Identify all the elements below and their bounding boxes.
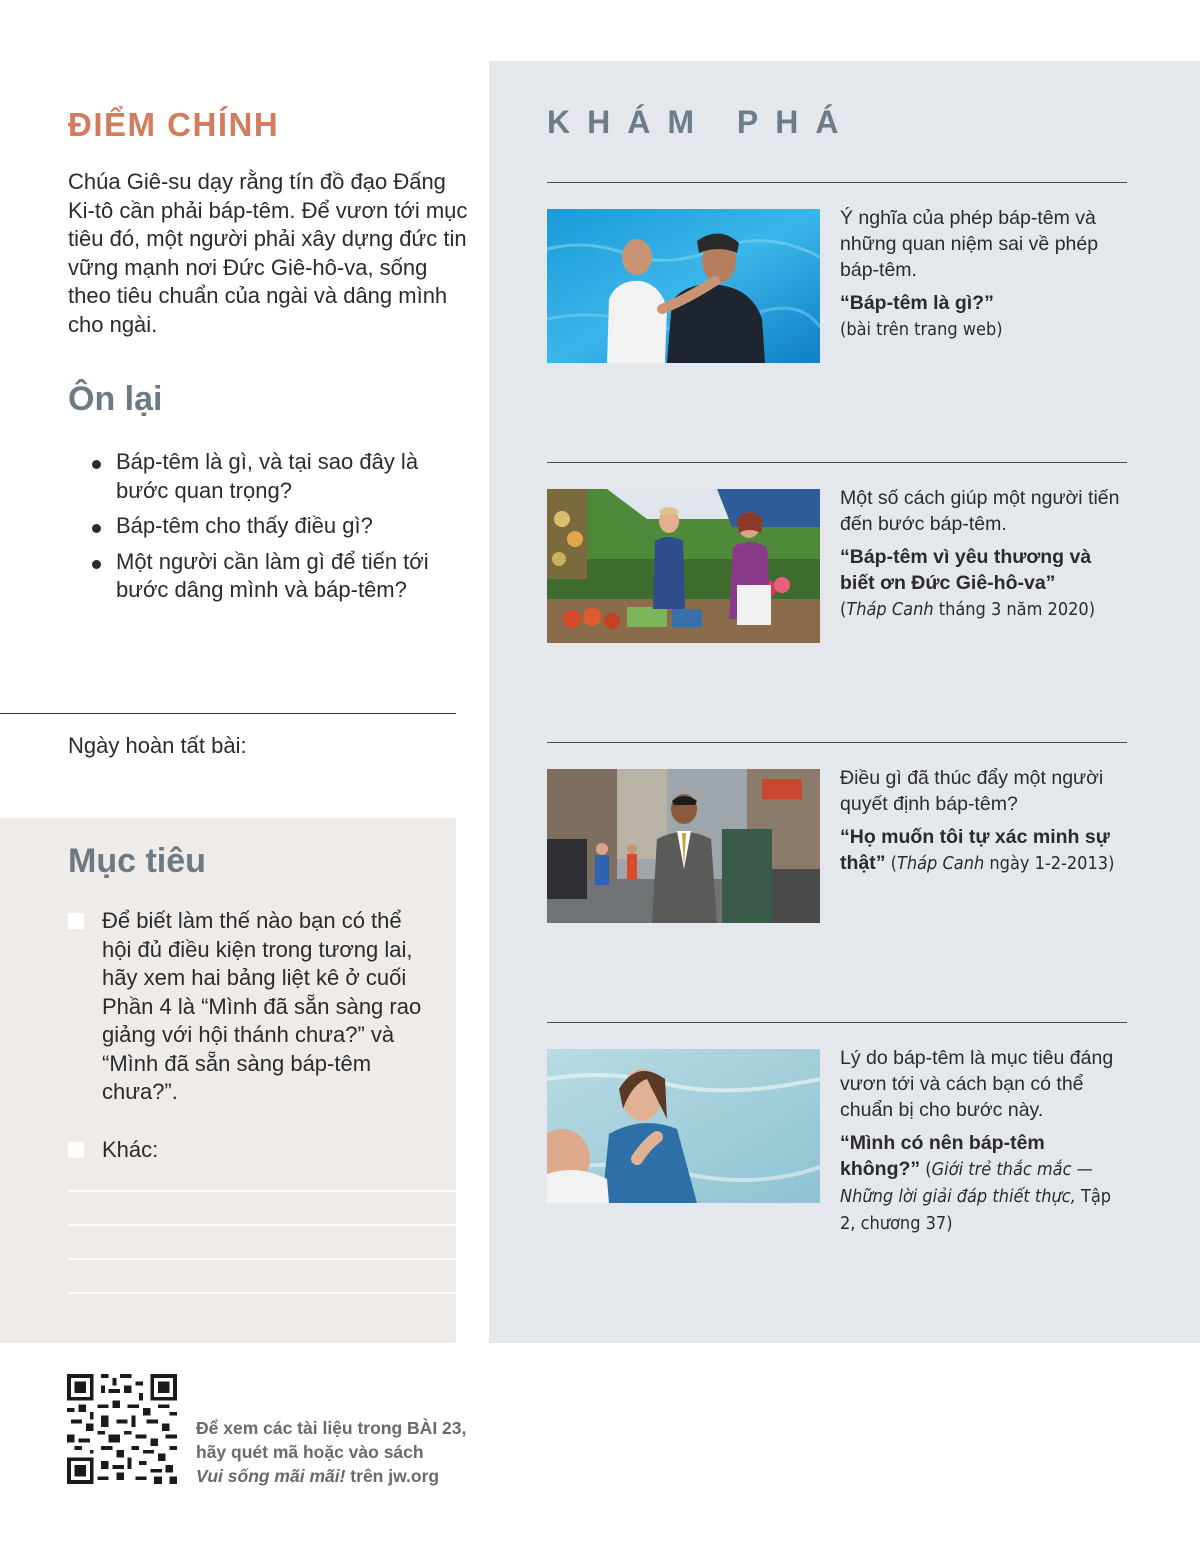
review-item [92, 548, 462, 605]
explore-item-source: (bài trên trang web) [840, 319, 1003, 340]
divider [547, 462, 1127, 463]
footer-line: Vui sống mãi mãi! trên jw.org [196, 1466, 440, 1486]
goal-item-text: Để biết làm thế nào bạn có thể hội đủ điều kiện trong tương lai, hãy xem hai bảng liệt kê ở cuối Phần 4 là “Mình đã sẵn sàng rao giảng với hội thánh chưa?” và “Mình đã sẵn sàng báp-têm chưa?”. [102, 908, 422, 1104]
footer-text [196, 1416, 466, 1488]
footer-line: hãy quét mã hoặc vào sách [196, 1442, 424, 1462]
explore-item-text [840, 485, 1130, 623]
review-item [92, 512, 462, 541]
write-in-line[interactable] [68, 1224, 456, 1226]
explore-item-source: (Tháp Canh ngày 1-2-2013) [885, 853, 1115, 874]
key-points-heading: ĐIỂM CHÍNH [68, 106, 280, 143]
review-item [92, 448, 462, 505]
goal-item [68, 907, 428, 1107]
explore-item-description: Ý nghĩa của phép báp-têm và những quan niệm sai về phép báp-têm. [840, 207, 1099, 281]
explore-item-title[interactable]: “Mình có nên báp-têm không?” (Giới trẻ thắc mắc —Những lời giải đáp thiết thực, Tập 2, chương 37) [840, 1132, 1112, 1234]
review-item-text: Một người cần làm gì để tiến tới bước dâng mình và báp-têm? [116, 548, 429, 602]
qr-code-icon[interactable] [67, 1374, 177, 1484]
divider [0, 713, 456, 714]
explore-item-description: Một số cách giúp một người tiến đến bước báp-têm. [840, 487, 1120, 535]
review-list [92, 448, 462, 612]
goal-checkbox[interactable] [68, 1142, 84, 1158]
footer-line: Để xem các tài liệu trong BÀI 23, [196, 1418, 467, 1438]
divider [547, 742, 1127, 743]
explore-heading: KHÁM PHÁ [547, 104, 856, 140]
review-item-text: Báp-têm cho thấy điều gì? [116, 513, 373, 538]
goal-item-other [68, 1136, 428, 1165]
explore-item-title[interactable]: “Báp-têm vì yêu thương và biết ơn Đức Giê-hô-va” [840, 546, 1092, 594]
bullet-icon [92, 524, 101, 533]
explore-item-text [840, 205, 1130, 343]
explore-item-title[interactable]: “Họ muốn tôi tự xác minh sự thật” (Tháp Canh ngày 1-2-2013) [840, 826, 1115, 874]
explore-item-description: Điều gì đã thúc đẩy một người quyết định báp-têm? [840, 767, 1104, 815]
young-woman-baptism-photo[interactable] [547, 1049, 820, 1203]
bullet-icon [92, 460, 101, 469]
explore-item-source: (Tháp Canh tháng 3 năm 2020) [840, 599, 1096, 620]
goals-heading: Mục tiêu [68, 842, 206, 880]
completion-date-label: Ngày hoàn tất bài: [68, 733, 247, 758]
market-conversation-photo[interactable] [547, 489, 820, 643]
explore-item-source: (Giới trẻ thắc mắc —Những lời giải đáp thiết thực, Tập 2, chương 37) [840, 1159, 1112, 1234]
divider [547, 1022, 1127, 1023]
review-heading: Ôn lại [68, 380, 163, 418]
write-in-line[interactable] [68, 1258, 456, 1260]
key-points-text: Chúa Giê-su dạy rằng tín đồ đạo Đấng Ki-tô cần phải báp-têm. Để vươn tới mục tiêu đó, một người phải xây dựng đức tin vững mạnh nơi Đức Giê-hô-va, sống theo tiêu chuẩn của ngài và dâng mình cho ngài. [68, 169, 468, 337]
city-street-man-photo[interactable] [547, 769, 820, 923]
write-in-line[interactable] [68, 1292, 456, 1294]
bullet-icon [92, 560, 101, 569]
baptism-pool-photo[interactable] [547, 209, 820, 363]
divider [547, 182, 1127, 183]
book-title: Vui sống mãi mãi! [196, 1466, 346, 1486]
write-in-line[interactable] [68, 1190, 456, 1192]
review-item-text: Báp-têm là gì, và tại sao đây là bước quan trọng? [116, 449, 419, 503]
goal-item-text: Khác: [102, 1137, 159, 1162]
explore-item-text [840, 765, 1130, 877]
explore-item-description: Lý do báp-têm là mục tiêu đáng vươn tới và cách bạn có thể chuẩn bị cho bước này. [840, 1047, 1114, 1121]
goal-checkbox[interactable] [68, 913, 84, 929]
explore-item-title[interactable]: “Báp-têm là gì?” [840, 292, 994, 314]
explore-item-text [840, 1045, 1130, 1237]
